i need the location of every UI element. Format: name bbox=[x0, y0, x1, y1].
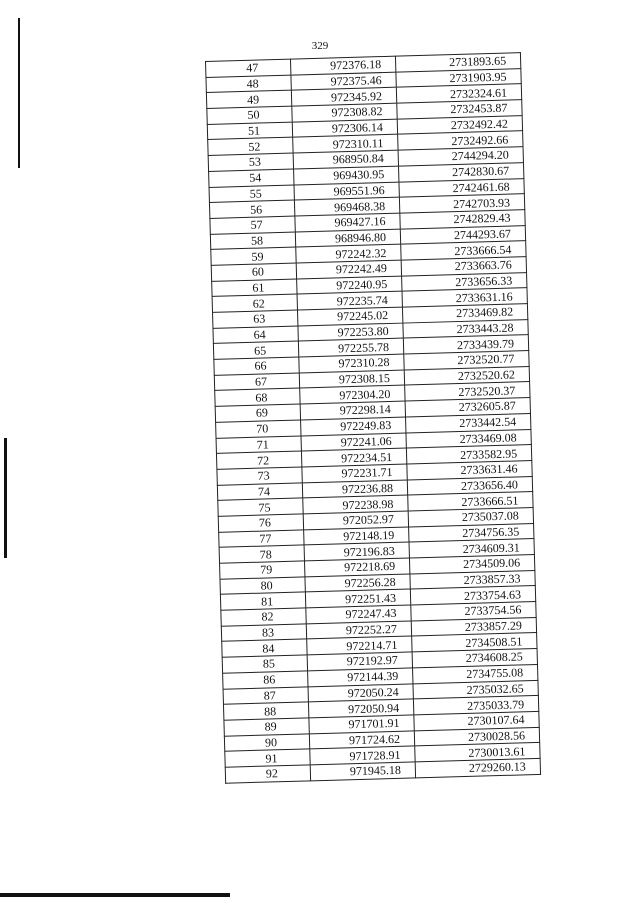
scan-edge-mark-middle bbox=[4, 438, 7, 558]
point-number-cell: 69 bbox=[215, 404, 300, 422]
point-number-cell: 67 bbox=[214, 373, 299, 391]
y-coordinate-cell: 2732453.87 bbox=[397, 100, 522, 119]
x-coordinate-cell: 972144.39 bbox=[308, 668, 413, 687]
x-coordinate-cell: 972256.28 bbox=[305, 574, 410, 593]
y-coordinate-cell: 2742703.93 bbox=[399, 194, 524, 213]
y-coordinate-cell: 2735033.79 bbox=[413, 696, 538, 715]
x-coordinate-cell: 972241.06 bbox=[301, 433, 406, 452]
x-coordinate-cell: 972253.80 bbox=[298, 323, 403, 342]
point-number-cell: 82 bbox=[221, 608, 306, 626]
coordinates-table-body bbox=[206, 53, 541, 783]
x-coordinate-cell: 972242.32 bbox=[296, 244, 401, 263]
point-number-cell: 73 bbox=[217, 467, 302, 485]
x-coordinate-cell: 972050.24 bbox=[308, 683, 413, 702]
point-number-cell: 84 bbox=[222, 639, 307, 657]
point-number-cell: 74 bbox=[217, 483, 302, 501]
point-number-cell: 48 bbox=[206, 75, 291, 93]
x-coordinate-cell: 972148.19 bbox=[304, 527, 409, 546]
y-coordinate-cell: 2735032.65 bbox=[413, 680, 538, 699]
x-coordinate-cell: 972218.69 bbox=[304, 558, 409, 577]
point-number-cell: 53 bbox=[208, 153, 293, 171]
point-number-cell: 76 bbox=[218, 514, 303, 532]
point-number-cell: 77 bbox=[219, 530, 304, 548]
x-coordinate-cell: 971728.91 bbox=[310, 746, 415, 765]
x-coordinate-cell: 972052.97 bbox=[303, 511, 408, 530]
y-coordinate-cell: 2733439.79 bbox=[403, 335, 528, 354]
y-coordinate-cell: 2734755.08 bbox=[413, 664, 538, 683]
point-number-cell: 71 bbox=[216, 435, 301, 453]
y-coordinate-cell: 2735037.08 bbox=[408, 507, 533, 526]
point-number-cell: 80 bbox=[220, 577, 305, 595]
y-coordinate-cell: 2742830.67 bbox=[399, 162, 524, 181]
y-coordinate-cell: 2733469.08 bbox=[406, 429, 531, 448]
point-number-cell: 66 bbox=[214, 357, 299, 375]
x-coordinate-cell: 968946.80 bbox=[295, 229, 400, 248]
y-coordinate-cell: 2733754.63 bbox=[410, 586, 535, 605]
y-coordinate-cell: 2731893.65 bbox=[395, 53, 520, 72]
y-coordinate-cell: 2733631.16 bbox=[402, 288, 527, 307]
x-coordinate-cell: 972240.95 bbox=[297, 276, 402, 295]
x-coordinate-cell: 972376.18 bbox=[290, 56, 395, 75]
y-coordinate-cell: 2734756.35 bbox=[409, 523, 534, 542]
point-number-cell: 78 bbox=[219, 545, 304, 563]
point-number-cell: 92 bbox=[225, 765, 310, 783]
y-coordinate-cell: 2733857.33 bbox=[410, 570, 535, 589]
y-coordinate-cell: 2733666.51 bbox=[408, 492, 533, 511]
point-number-cell: 65 bbox=[213, 341, 298, 359]
x-coordinate-cell: 972236.88 bbox=[302, 480, 407, 499]
y-coordinate-cell: 2733656.40 bbox=[407, 476, 532, 495]
y-coordinate-cell: 2732520.37 bbox=[405, 382, 530, 401]
point-number-cell: 64 bbox=[213, 326, 298, 344]
x-coordinate-cell: 972245.02 bbox=[297, 307, 402, 326]
x-coordinate-cell: 972251.43 bbox=[305, 589, 410, 608]
x-coordinate-cell: 972050.94 bbox=[308, 699, 413, 718]
y-coordinate-cell: 2729260.13 bbox=[415, 758, 540, 777]
y-coordinate-cell: 2742461.68 bbox=[399, 178, 524, 197]
scan-edge-mark-bottom bbox=[0, 893, 230, 897]
x-coordinate-cell: 972231.71 bbox=[302, 464, 407, 483]
point-number-cell: 59 bbox=[211, 247, 296, 265]
point-number-cell: 89 bbox=[224, 718, 309, 736]
page-number: 329 bbox=[311, 40, 329, 52]
point-number-cell: 90 bbox=[224, 733, 309, 751]
y-coordinate-cell: 2733631.46 bbox=[407, 460, 532, 479]
x-coordinate-cell: 972308.15 bbox=[299, 370, 404, 389]
y-coordinate-cell: 2744294.20 bbox=[398, 147, 523, 166]
x-coordinate-cell: 972308.82 bbox=[292, 103, 397, 122]
y-coordinate-cell: 2732324.61 bbox=[396, 84, 521, 103]
point-number-cell: 49 bbox=[206, 90, 291, 108]
point-number-cell: 75 bbox=[218, 498, 303, 516]
point-number-cell: 56 bbox=[209, 200, 294, 218]
x-coordinate-cell: 972192.97 bbox=[307, 652, 412, 671]
x-coordinate-cell: 969427.16 bbox=[295, 213, 400, 232]
x-coordinate-cell: 972242.49 bbox=[296, 260, 401, 279]
y-coordinate-cell: 2732492.42 bbox=[397, 115, 522, 134]
x-coordinate-cell: 972252.27 bbox=[306, 621, 411, 640]
x-coordinate-cell: 968950.84 bbox=[293, 150, 398, 169]
x-coordinate-cell: 972238.98 bbox=[303, 495, 408, 514]
y-coordinate-cell: 2730013.61 bbox=[415, 743, 540, 762]
point-number-cell: 52 bbox=[208, 138, 293, 156]
y-coordinate-cell: 2733857.29 bbox=[411, 617, 536, 636]
point-number-cell: 54 bbox=[209, 169, 294, 187]
y-coordinate-cell: 2742829.43 bbox=[400, 210, 525, 229]
x-coordinate-cell: 972214.71 bbox=[307, 636, 412, 655]
x-coordinate-cell: 972249.83 bbox=[301, 417, 406, 436]
point-number-cell: 79 bbox=[220, 561, 305, 579]
y-coordinate-cell: 2733442.54 bbox=[406, 413, 531, 432]
point-number-cell: 57 bbox=[210, 216, 295, 234]
point-number-cell: 50 bbox=[207, 106, 292, 124]
point-number-cell: 63 bbox=[213, 310, 298, 328]
point-number-cell: 87 bbox=[223, 686, 308, 704]
point-number-cell: 85 bbox=[222, 655, 307, 673]
point-number-cell: 88 bbox=[223, 702, 308, 720]
x-coordinate-cell: 969551.96 bbox=[294, 182, 399, 201]
coordinates-table bbox=[205, 52, 541, 783]
y-coordinate-cell: 2734609.31 bbox=[409, 539, 534, 558]
y-coordinate-cell: 2732492.66 bbox=[398, 131, 523, 150]
x-coordinate-cell: 972306.14 bbox=[292, 119, 397, 138]
y-coordinate-cell: 2744293.67 bbox=[400, 225, 525, 244]
x-coordinate-cell: 969430.95 bbox=[294, 166, 399, 185]
x-coordinate-cell: 972310.11 bbox=[293, 135, 398, 154]
x-coordinate-cell: 972304.20 bbox=[300, 385, 405, 404]
y-coordinate-cell: 2730107.64 bbox=[414, 711, 539, 730]
point-number-cell: 72 bbox=[216, 451, 301, 469]
x-coordinate-cell: 972235.74 bbox=[297, 291, 402, 310]
y-coordinate-cell: 2732605.87 bbox=[405, 398, 530, 417]
y-coordinate-cell: 2733469.82 bbox=[402, 304, 527, 323]
y-coordinate-cell: 2733666.54 bbox=[401, 241, 526, 260]
y-coordinate-cell: 2734608.25 bbox=[412, 649, 537, 668]
point-number-cell: 61 bbox=[212, 279, 297, 297]
y-coordinate-cell: 2733656.33 bbox=[402, 272, 527, 291]
y-coordinate-cell: 2733663.76 bbox=[401, 257, 526, 276]
point-number-cell: 55 bbox=[209, 185, 294, 203]
y-coordinate-cell: 2730028.56 bbox=[414, 727, 539, 746]
x-coordinate-cell: 972310.28 bbox=[299, 354, 404, 373]
x-coordinate-cell: 972234.51 bbox=[301, 448, 406, 467]
y-coordinate-cell: 2733754.56 bbox=[411, 602, 536, 621]
point-number-cell: 47 bbox=[206, 59, 291, 77]
y-coordinate-cell: 2733582.95 bbox=[406, 445, 531, 464]
x-coordinate-cell: 972345.92 bbox=[291, 88, 396, 107]
point-number-cell: 81 bbox=[220, 592, 305, 610]
point-number-cell: 83 bbox=[221, 624, 306, 642]
x-coordinate-cell: 971724.62 bbox=[309, 730, 414, 749]
y-coordinate-cell: 2732520.62 bbox=[404, 366, 529, 385]
point-number-cell: 68 bbox=[215, 388, 300, 406]
y-coordinate-cell: 2734508.51 bbox=[412, 633, 537, 652]
point-number-cell: 60 bbox=[211, 263, 296, 281]
x-coordinate-cell: 972375.46 bbox=[291, 72, 396, 91]
x-coordinate-cell: 969468.38 bbox=[294, 197, 399, 216]
x-coordinate-cell: 972196.83 bbox=[304, 542, 409, 561]
x-coordinate-cell: 972255.78 bbox=[298, 338, 403, 357]
point-number-cell: 62 bbox=[212, 294, 297, 312]
y-coordinate-cell: 2734509.06 bbox=[409, 554, 534, 573]
y-coordinate-cell: 2731903.95 bbox=[396, 68, 521, 87]
x-coordinate-cell: 971945.18 bbox=[310, 762, 415, 781]
x-coordinate-cell: 972247.43 bbox=[306, 605, 411, 624]
point-number-cell: 58 bbox=[210, 232, 295, 250]
coordinates-table-wrapper bbox=[205, 52, 541, 783]
point-number-cell: 91 bbox=[225, 749, 310, 767]
x-coordinate-cell: 972298.14 bbox=[300, 401, 405, 420]
y-coordinate-cell: 2732520.77 bbox=[404, 351, 529, 370]
point-number-cell: 70 bbox=[216, 420, 301, 438]
x-coordinate-cell: 971701.91 bbox=[309, 715, 414, 734]
y-coordinate-cell: 2733443.28 bbox=[403, 319, 528, 338]
point-number-cell: 51 bbox=[207, 122, 292, 140]
point-number-cell: 86 bbox=[223, 671, 308, 689]
